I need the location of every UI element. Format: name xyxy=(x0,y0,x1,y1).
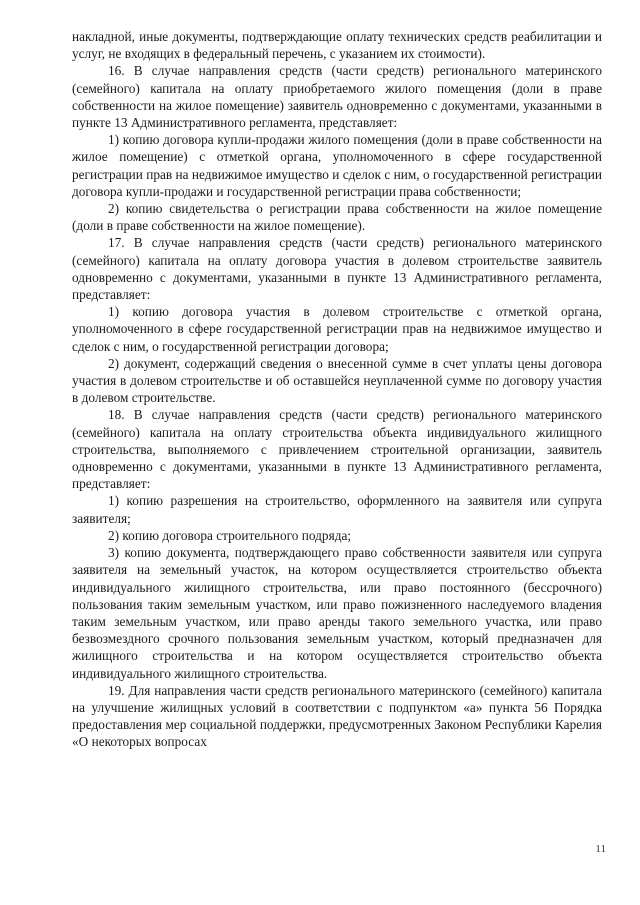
paragraph-16-item-1: 1) копию договора купли-продажи жилого помещения (доли в праве собственности на жилое помещение) с отметкой органа, уполномоченного в сфере государственной регистрации прав на недвижимое имущество и сделок с ним, о государственной регистрации договора купли-продажи и государственной регистрации права собственности; xyxy=(72,132,602,199)
paragraph-continuation: накладной, иные документы, подтверждающие оплату технических средств реабилитации и услуг, не входящих в федеральный перечень, с указанием их стоимости). xyxy=(72,29,602,62)
paragraph-16-item-2: 2) копию свидетельства о регистрации права собственности на жилое помещение (доли в праве собственности на жилое помещение). xyxy=(72,201,602,234)
paragraph-19: 19. Для направления части средств регионального материнского (семейного) капитала на улучшение жилищных условий в соответствии с подпунктом «а» пункта 56 Порядка предоставления мер социальной поддержки, предусмотренных Законом Республики Карелия «О некоторых вопросах xyxy=(72,682,602,750)
paragraph-17-item-1: 1) копию договора участия в долевом строительстве с отметкой органа, уполномоченного в сфере государственной регистрации прав на недвижимое имущество и сделок с ним, о государственной регистрации договора; xyxy=(72,304,602,354)
paragraph-18-item-1: 1) копию разрешения на строительство, оформленного на заявителя или супруга заявителя; xyxy=(72,493,602,526)
paragraph-16: 16. В случае направления средств (части средств) регионального материнского (семейного) капитала на оплату приобретаемого жилого помещения (доли в праве собственности на жилое помещение) заявитель одновременно с документами, указанными в пункте 13 Административного регламента, представляет: xyxy=(72,63,602,131)
document-body xyxy=(72,28,602,751)
paragraph-18-item-2: 2) копию договора строительного подряда; xyxy=(108,527,352,543)
paragraph-18-item-3: 3) копию документа, подтверждающего право собственности заявителя или супруга заявителя на земельный участок, на котором осуществляется строительство объекта индивидуального жилищного строительства, или право постоянного (бессрочного) пользования таким земельным участком, или право пожизненного наследуемого владения таким земельным участком, или право аренды такого земельного участка, или право безвозмездного срочного пользования земельным участком, который предназначен для жилищного строительства и на котором осуществляется строительство объекта индивидуального жилищного строительства. xyxy=(72,545,602,681)
paragraph-17-item-2: 2) документ, содержащий сведения о внесенной сумме в счет уплаты цены договора участия в долевом строительстве и об оставшейся неуплаченной сумме по договору участия в долевом строительстве. xyxy=(72,355,602,406)
page-number: 11 xyxy=(595,843,606,855)
paragraph-17: 17. В случае направления средств (части средств) регионального материнского (семейного) капитала на оплату договора участия в долевом строительстве заявитель одновременно с документами, указанными в пункте 13 Административного регламента, представляет: xyxy=(72,235,602,303)
paragraph-18: 18. В случае направления средств (части средств) регионального материнского (семейного) капитала на оплату строительства объекта индивидуального жилищного строительства, выполняемого с привлечением строительной организации, заявитель одновременно с документами, указанными в пункте 13 Административного регламента, представляет: xyxy=(72,407,602,492)
